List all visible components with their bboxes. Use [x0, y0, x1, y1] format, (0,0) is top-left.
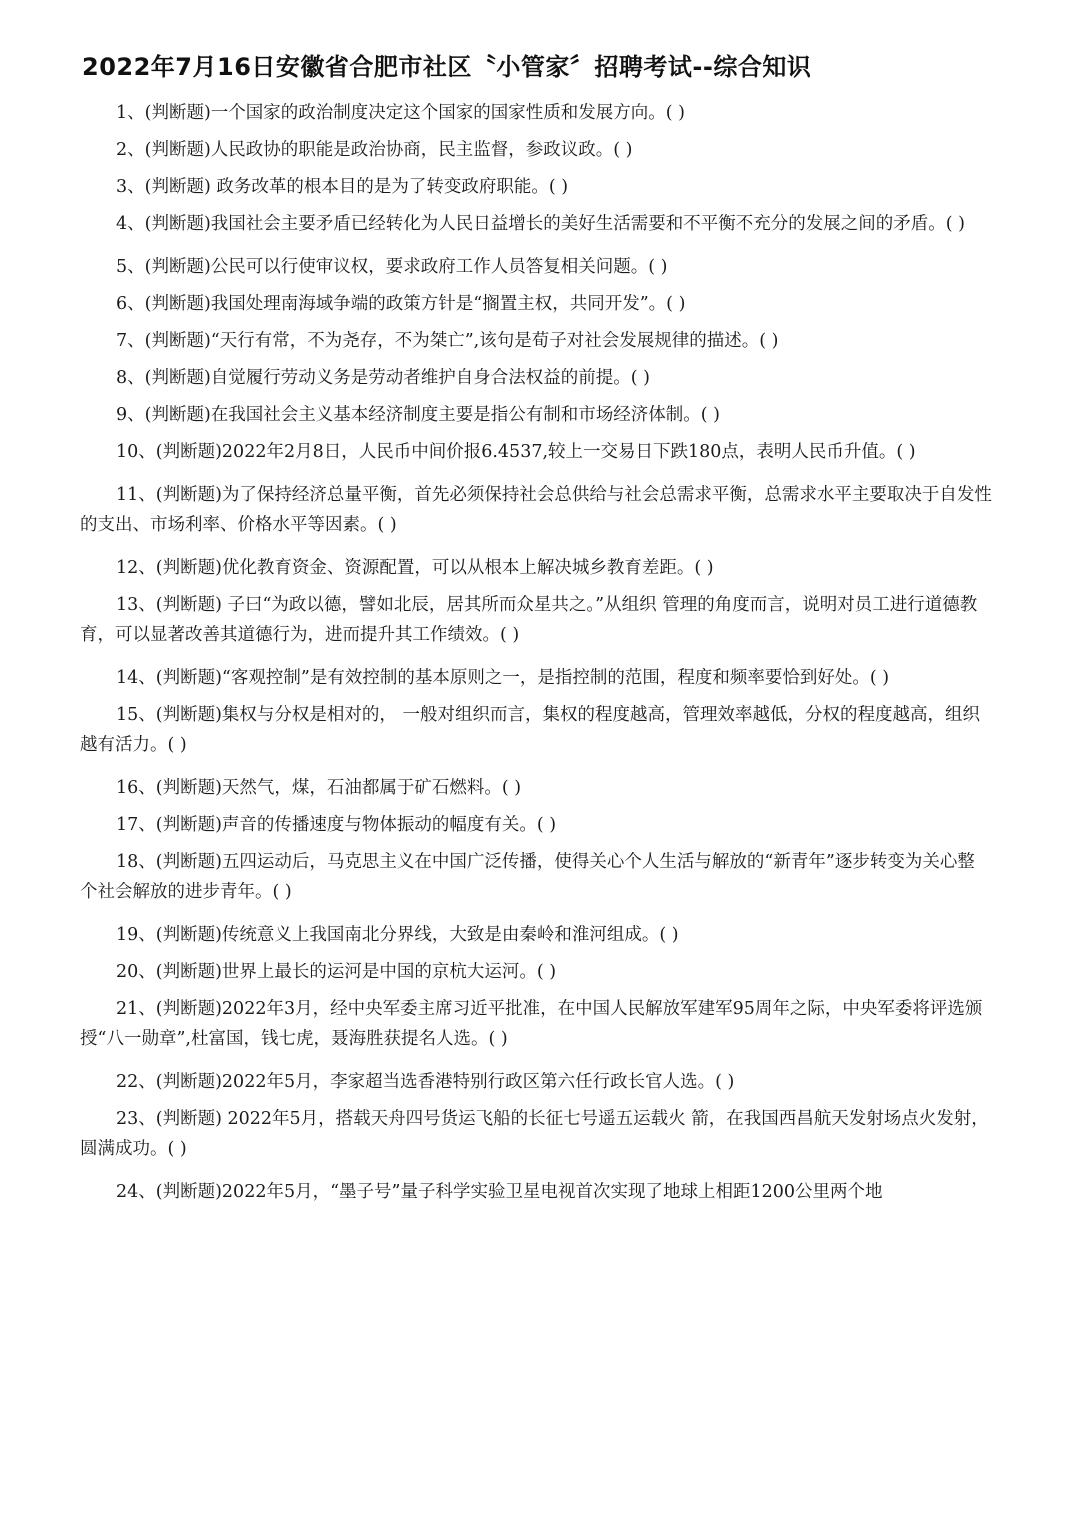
question-item: 13、(判断题) 子曰“为政以德，譬如北辰，居其所而众星共之。”从组织 管理的角度而言，说明对员工进行道德教育，可以显著改善其道德行为，进而提升其工作绩效。( ) [80, 595, 978, 645]
question-item: 3、(判断题) 政务改革的根本目的是为了转变政府职能。( ) [116, 177, 569, 197]
question-item: 8、(判断题)自觉履行劳动义务是劳动者维护自身合法权益的前提。( ) [116, 368, 651, 388]
question-item: 6、(判断题)我国处理南海域争端的政策方针是“搁置主权，共同开发”。( ) [116, 294, 686, 314]
question-item: 7、(判断题)“天行有常，不为尧存，不为桀亡”,该句是荀子对社会发展规律的描述。( ) [116, 331, 779, 351]
question-item: 22、(判断题)2022年5月，李家超当选香港特别行政区第六任行政长官人选。( ) [116, 1072, 735, 1092]
question-item: 9、(判断题)在我国社会主义基本经济制度主要是指公有制和市场经济体制。( ) [116, 405, 721, 425]
question-item: 18、(判断题)五四运动后，马克思主义在中国广泛传播，使得关心个人生活与解放的“新青年”逐步转变为关心整个社会解放的进步青年。( ) [80, 852, 975, 902]
question-item: 14、(判断题)“客观控制”是有效控制的基本原则之一，是指控制的范围，程度和频率要恰到好处。( ) [116, 668, 890, 688]
question-item: 10、(判断题)2022年2月8日，人民币中间价报6.4537,较上一交易日下跌180点，表明人民币升值。( ) [116, 442, 916, 462]
question-item: 24、(判断题)2022年5月，“墨子号”量子科学实验卫星电视首次实现了地球上相距1200公里两个地 [116, 1182, 883, 1202]
question-item: 23、(判断题) 2022年5月，搭载天舟四号货运飞船的长征七号遥五运载火 箭，在我国西昌航天发射场点火发射，圆满成功。( ) [80, 1109, 989, 1159]
question-item: 19、(判断题)传统意义上我国南北分界线，大致是由秦岭和淮河组成。( ) [116, 925, 679, 945]
question-item: 21、(判断题)2022年3月，经中央军委主席习近平批准，在中国人民解放军建军95周年之际，中央军委将评选颁授“八一勋章”,杜富国，钱七虎，聂海胜获提名人选。( ) [80, 999, 983, 1049]
question-item: 20、(判断题)世界上最长的运河是中国的京杭大运河。( ) [116, 962, 557, 982]
question-list [80, 98, 992, 1214]
question-item: 1、(判断题)一个国家的政治制度决定这个国家的国家性质和发展方向。( ) [116, 103, 686, 123]
question-item: 17、(判断题)声音的传播速度与物体振动的幅度有关。( ) [116, 815, 557, 835]
question-item: 2、(判断题)人民政协的职能是政治协商，民主监督，参政议政。( ) [116, 140, 633, 160]
question-item: 15、(判断题)集权与分权是相对的， 一般对组织而言，集权的程度越高，管理效率越低，分权的程度越高，组织越有活力。( ) [80, 705, 980, 755]
question-item: 16、(判断题)天然气，煤，石油都属于矿石燃料。( ) [116, 778, 522, 798]
page-title: 2022年7月16日安徽省合肥市社区〝小管家〞招聘考试--综合知识 [82, 53, 812, 81]
question-item: 5、(判断题)公民可以行使审议权，要求政府工作人员答复相关问题。( ) [116, 257, 668, 277]
question-item: 4、(判断题)我国社会主要矛盾已经转化为人民日益增长的美好生活需要和不平衡不充分的发展之间的矛盾。( ) [116, 214, 966, 234]
question-item: 12、(判断题)优化教育资金、资源配置，可以从根本上解决城乡教育差距。( ) [116, 558, 714, 578]
question-item: 11、(判断题)为了保持经济总量平衡，首先必须保持社会总供给与社会总需求平衡，总需求水平主要取决于自发性的支出、市场利率、价格水平等因素。( ) [80, 485, 992, 535]
